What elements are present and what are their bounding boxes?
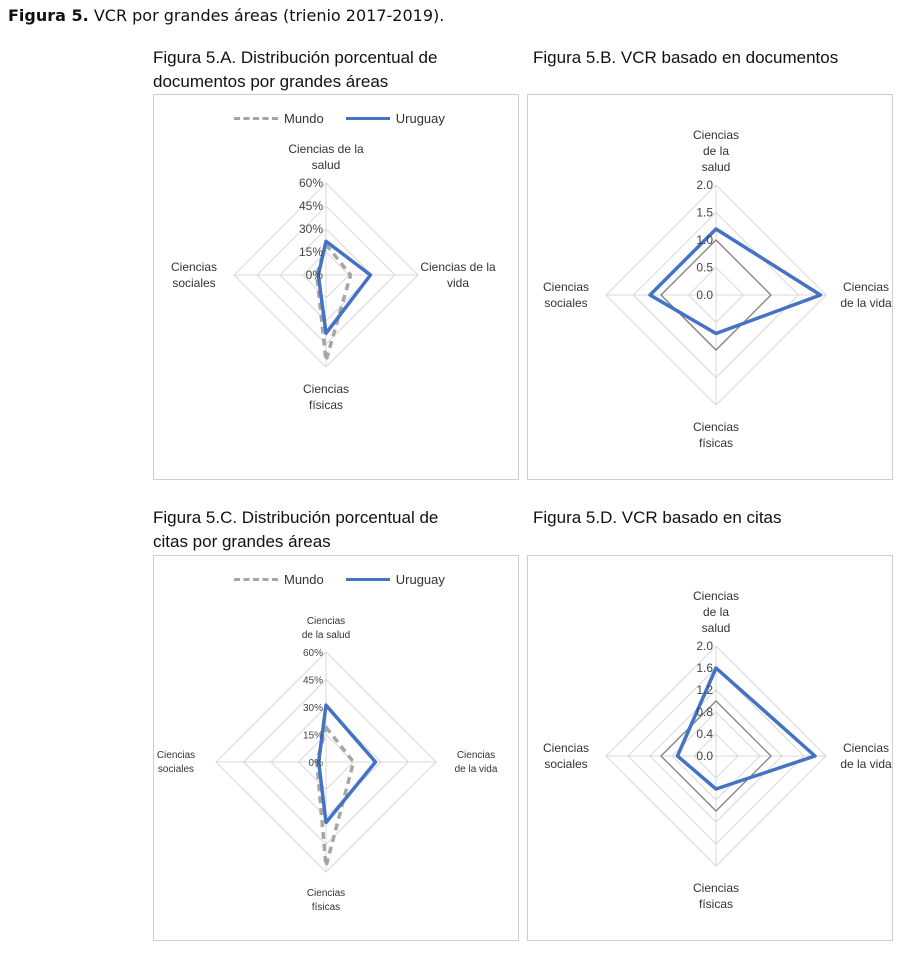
- axis-label-ciencias-sociales: Ciencias sociales: [170, 260, 218, 290]
- tick-label: 0.0: [696, 288, 713, 302]
- tick-label: 45%: [298, 199, 323, 213]
- panel-d-title-line-1: Figura 5.D. VCR basado en citas: [533, 508, 782, 527]
- panel-a-title-line-2: documentos por grandes áreas: [153, 72, 389, 91]
- axis-label-ciencias-de-la-vida: Ciencias de la vida: [840, 280, 892, 310]
- axis-label-ciencias-de-la-salud: Ciencias de la salud: [692, 589, 740, 635]
- panel-a-chart: [153, 94, 519, 480]
- axis-label-ciencias-de-la-vida: Ciencias de la vida: [840, 741, 892, 771]
- axis-label-ciencias-sociales: Ciencias sociales: [542, 741, 590, 771]
- figure-caption: VCR por grandes áreas (trienio 2017-2019).: [93, 6, 445, 25]
- tick-label: 0.0: [696, 749, 713, 763]
- tick-label: 1.5: [696, 205, 713, 220]
- panel-b-chart: [527, 94, 893, 480]
- radar-chart-c: [154, 556, 518, 940]
- axis-label-ciencias-fisicas: Ciencias físicas: [692, 420, 740, 450]
- tick-label: 2.0: [696, 639, 713, 653]
- legend-label-uruguay: Uruguay: [395, 572, 445, 587]
- panel-a-title: [153, 46, 437, 94]
- tick-label: 1.0: [696, 233, 713, 247]
- panel-b-title-line-1: Figura 5.B. VCR basado en documentos: [533, 48, 839, 67]
- panel-b-title: [533, 46, 838, 70]
- panel-c-chart: [153, 555, 519, 941]
- axis-label-ciencias-sociales: Ciencias sociales: [542, 280, 590, 310]
- tick-label: 0.5: [696, 260, 713, 275]
- tick-label: 0%: [308, 758, 323, 769]
- tick-label: 30%: [298, 222, 323, 236]
- tick-label: 2.0: [696, 178, 713, 192]
- axis-label-ciencias-de-la-vida: Ciencias de la vida: [420, 260, 496, 290]
- tick-label: 1.6: [696, 661, 713, 675]
- axis-label-ciencias-de-la-salud: Ciencias de la salud: [301, 616, 351, 641]
- panel-d-title: [533, 506, 782, 530]
- tick-label: 15%: [302, 730, 323, 742]
- tick-label: 1.2: [696, 683, 713, 697]
- axis-label-ciencias-de-la-salud: Ciencias de la salud: [288, 142, 364, 172]
- legend-label-mundo: Mundo: [284, 111, 324, 126]
- tick-label: 0.4: [696, 727, 713, 741]
- panel-c-title-line-1: Figura 5.C. Distribución porcentual de: [153, 508, 439, 527]
- panel-c-title: [153, 506, 438, 554]
- panel-c-title-line-2: citas por grandes áreas: [153, 532, 331, 551]
- axis-label-ciencias-de-la-vida: Ciencias de la vida: [454, 750, 498, 775]
- series-2-line: [319, 705, 376, 822]
- figure-title: [8, 6, 444, 25]
- figure-label: Figura 5.: [8, 6, 89, 25]
- tick-label: 15%: [298, 245, 323, 259]
- radar-chart-b: [528, 95, 892, 479]
- legend-label-mundo: Mundo: [284, 572, 324, 587]
- legend-label-uruguay: Uruguay: [395, 111, 445, 126]
- radar-chart-a: [154, 95, 518, 479]
- tick-label: 60%: [302, 648, 323, 659]
- tick-label: 60%: [298, 176, 323, 190]
- axis-label-ciencias-fisicas: Ciencias físicas: [302, 382, 350, 412]
- axis-label-ciencias-de-la-salud: Ciencias de la salud: [692, 128, 740, 174]
- panel-d-chart: [527, 555, 893, 941]
- tick-label: 0%: [305, 268, 323, 282]
- tick-label: 45%: [302, 675, 323, 687]
- axis-label-ciencias-sociales: Ciencias sociales: [156, 750, 196, 775]
- axis-label-ciencias-fisicas: Ciencias físicas: [692, 881, 740, 911]
- tick-label: 30%: [302, 703, 323, 714]
- panel-a-title-line-1: Figura 5.A. Distribución porcentual de: [153, 48, 438, 67]
- tick-label: 0.8: [696, 705, 713, 719]
- radar-chart-d: [528, 556, 892, 940]
- axis-label-ciencias-fisicas: Ciencias físicas: [306, 888, 346, 913]
